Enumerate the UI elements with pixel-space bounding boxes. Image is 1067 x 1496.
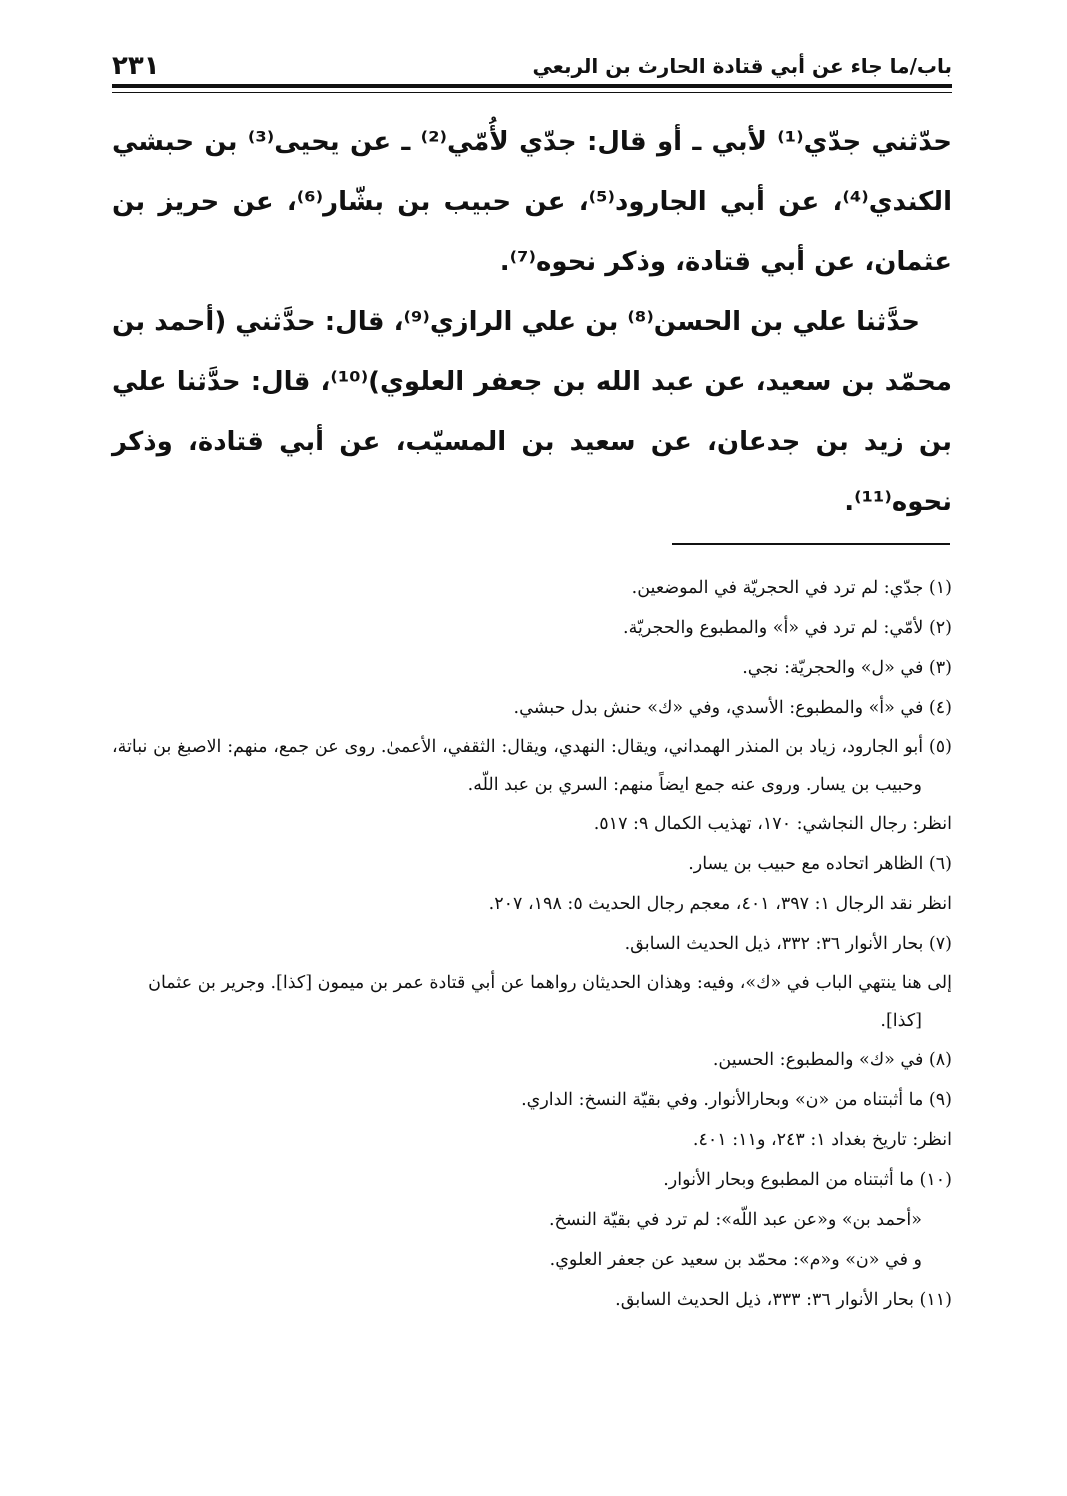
footnote-5-reference: انظر: رجال النجاشي: ١٧٠، تهذيب الكمال ٩: ٥١٧. — [593, 814, 952, 834]
footnote-separator — [672, 543, 950, 545]
main-text — [112, 112, 952, 532]
paragraph-1: حدّثني جدّي⁽¹⁾ لأبي ـ أو قال: جدّي لأُمّي⁽²⁾ ـ عن يحيى⁽³⁾ بن حبشي الكندي⁽⁴⁾، عن أبي الجارود⁽⁵⁾، عن حبيب بن بشّار⁽⁶⁾، عن حريز بن عثمان، عن أبي قتادة، وذكر نحوه⁽⁷⁾. — [112, 127, 952, 277]
running-header — [112, 48, 952, 84]
header-rule-thick — [112, 84, 952, 88]
footnote-7: (٧) بحار الأنوار ٣٦: ٣٣٢، ذيل الحديث السابق. — [624, 934, 952, 954]
footnote-6-reference: انظر نقد الرجال ١: ٣٩٧، ٤٠١، معجم رجال الحديث ٥: ١٩٨، ٢٠٧. — [488, 894, 952, 914]
paragraph-2: حدَّثنا علي بن الحسن⁽⁸⁾ بن علي الرازي⁽⁹⁾، قال: حدَّثني (أحمد بن محمّد بن سعيد، عن عبد الله بن جعفر العلوي)⁽¹⁰⁾، قال: حدَّثنا علي بن زيد بن جدعان، عن سعيد بن المسيّب، عن أبي قتادة، وذكر نحوه⁽¹¹⁾. — [112, 307, 952, 517]
footnote-8: (٨) في «ك» والمطبوع: الحسين. — [712, 1050, 952, 1070]
footnote-1: (١) جدّي: لم ترد في الحجريّة في الموضعين. — [631, 578, 952, 598]
header-rule-thin — [112, 92, 952, 93]
footnote-4: (٤) في «أ» والمطبوع: الأسدي، وفي «ك» حنش بدل حبشي. — [513, 698, 952, 718]
footnote-7-note: إلى هنا ينتهي الباب في «ك»، وفيه: وهذان الحديثان رواهما عن أبي قتادة عمر بن ميمون [كذا]. وجرير بن عثمان [كذا]. — [148, 973, 952, 1031]
footnote-11: (١١) بحار الأنوار ٣٦: ٣٣٣، ذيل الحديث السابق. — [615, 1290, 952, 1310]
footnote-2: (٢) لأمّي: لم ترد في «أ» والمطبوع والحجريّة. — [623, 618, 952, 638]
chapter-title: باب/ما جاء عن أبي قتادة الحارث بن الربعي — [532, 54, 952, 78]
footnote-6: (٦) الظاهر اتحاده مع حبيب بن يسار. — [688, 854, 952, 874]
footnote-5: (٥) أبو الجارود، زياد بن المنذر الهمداني، ويقال: النهدي، ويقال: الثقفي، الأعمىٰ. روى عن جمع، منهم: الاصبغ بن نباتة، وحبيب بن يسار. وروى عنه جمع ايضاً منهم: السري بن عبد اللّه. — [112, 737, 952, 795]
footnote-10: (١٠) ما أثبتناه من المطبوع وبحار الأنوار. — [663, 1170, 952, 1190]
footnotes — [112, 568, 952, 1320]
footnote-10-note-a: «أحمد بن» و«عن عبد اللّه»: لم ترد في بقيّة النسخ. — [548, 1210, 922, 1230]
page-number: ٢٣١ — [112, 51, 160, 81]
footnote-3: (٣) في «ل» والحجريّة: نجي. — [742, 658, 952, 678]
footnote-10-note-b: و في «ن» و«م»: محمّد بن سعيد عن جعفر العلوي. — [549, 1250, 922, 1270]
footnote-9-reference: انظر: تاريخ بغداد ١: ٢٤٣، و١١: ٤٠١. — [692, 1130, 952, 1150]
footnote-9: (٩) ما أثبتناه من «ن» وبحارالأنوار. وفي بقيّة النسخ: الداري. — [521, 1090, 952, 1110]
